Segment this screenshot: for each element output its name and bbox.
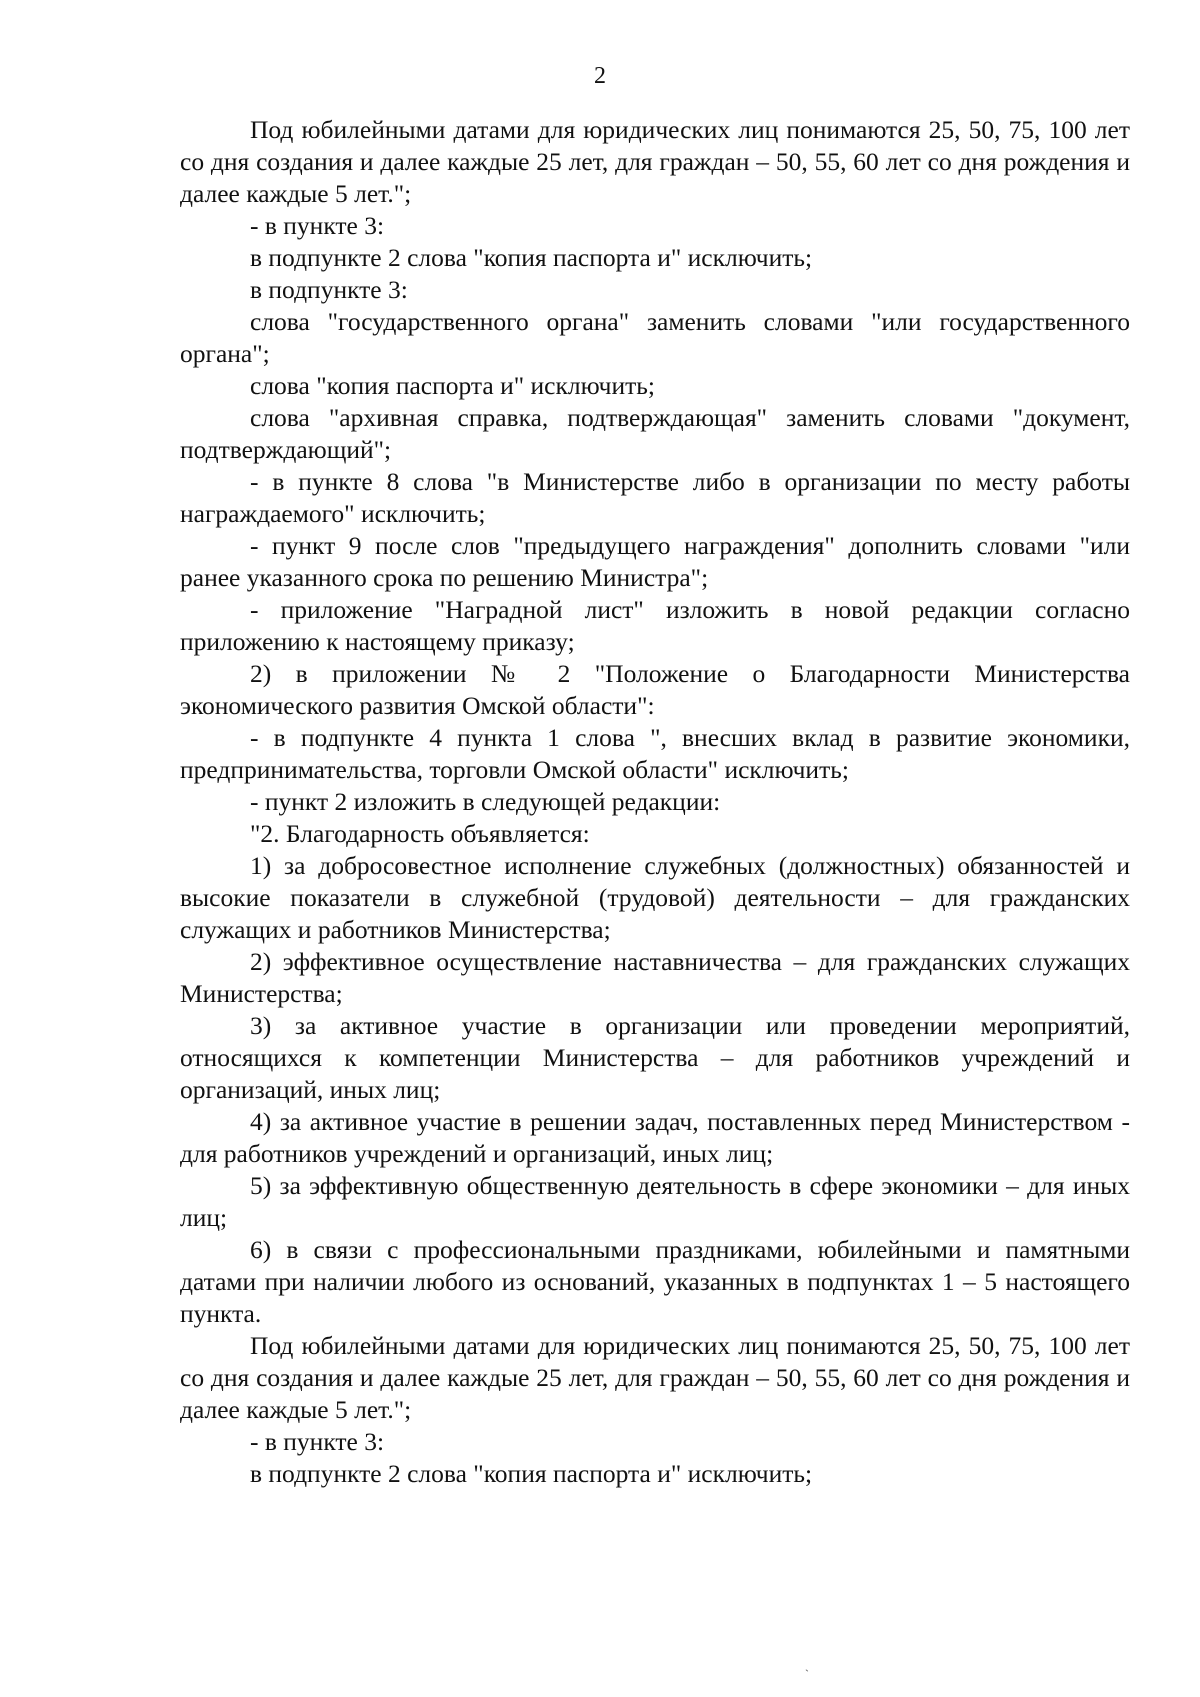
paragraph-jubilee-dates: Под юбилейными датами для юридических лиц понимаются 25, 50, 75, 100 лет со дня создания и далее каждые 25 лет, для граждан – 50, 55, 60 лет со дня рождения и далее каждые 5 лет."; bbox=[180, 115, 1130, 208]
page-number: 2 bbox=[594, 63, 606, 89]
paragraph-passport-copy: слова "копия паспорта и" исключить; bbox=[250, 371, 655, 400]
scan-speck: ˎ bbox=[805, 1658, 809, 1672]
paragraph-appendix-2: 2) в приложении № 2 "Положение о Благодарности Министерства экономического развития Омской области": bbox=[180, 659, 1130, 720]
paragraph-jubilee-dates-repeat: Под юбилейными датами для юридических лиц понимаются 25, 50, 75, 100 лет со дня создания и далее каждые 25 лет, для граждан – 50, 55, 60 лет со дня рождения и далее каждые 5 лет."; bbox=[180, 1331, 1130, 1424]
paragraph-point-3-repeat: - в пункте 3: bbox=[250, 1427, 385, 1456]
paragraph-point-8: - в пункте 8 слова "в Министерстве либо в организации по месту работы награждаемого" исключить; bbox=[180, 467, 1130, 528]
list-item-6: 6) в связи с профессиональными праздниками, юбилейными и памятными датами при наличии любого из оснований, указанных в подпунктах 1 – 5 настоящего пункта. bbox=[180, 1235, 1130, 1328]
paragraph-point-3: - в пункте 3: bbox=[250, 211, 385, 240]
list-item-4: 4) за активное участие в решении задач, поставленных перед Министерством - для работников учреждений и организаций, иных лиц; bbox=[180, 1107, 1130, 1168]
list-item-5: 5) за эффективную общественную деятельность в сфере экономики – для иных лиц; bbox=[180, 1171, 1130, 1232]
paragraph-award-sheet: - приложение "Наградной лист" изложить в новой редакции согласно приложению к настоящему приказу; bbox=[180, 595, 1130, 656]
list-item-3: 3) за активное участие в организации или проведении мероприятий, относящихся к компетенции Министерства – для работников учреждений и организаций, иных лиц; bbox=[180, 1011, 1130, 1104]
paragraph-gratitude-announced: "2. Благодарность объявляется: bbox=[250, 819, 590, 848]
paragraph-subpoint-2: в подпункте 2 слова "копия паспорта и" исключить; bbox=[250, 243, 813, 272]
document-body bbox=[180, 114, 1130, 1490]
list-item-1: 1) за добросовестное исполнение служебных (должностных) обязанностей и высокие показатели в служебной (трудовой) деятельности – для гражданских служащих и работников Министерства; bbox=[180, 851, 1130, 944]
list-item-2: 2) эффективное осуществление наставничества – для гражданских служащих Министерства; bbox=[180, 947, 1130, 1008]
paragraph-archive-certificate: слова "архивная справка, подтверждающая" заменить словами "документ, подтверждающий"; bbox=[180, 403, 1130, 464]
paragraph-point-2-new-edition: - пункт 2 изложить в следующей редакции: bbox=[250, 787, 721, 816]
paragraph-subpoint-2-repeat: в подпункте 2 слова "копия паспорта и" исключить; bbox=[250, 1459, 813, 1488]
paragraph-state-body: слова "государственного органа" заменить словами "или государственного органа"; bbox=[180, 307, 1130, 368]
paragraph-subpoint-4-point-1: - в подпункте 4 пункта 1 слова ", внесших вклад в развитие экономики, предпринимательства, торговли Омской области" исключить; bbox=[180, 723, 1130, 784]
paragraph-subpoint-3: в подпункте 3: bbox=[250, 275, 408, 304]
paragraph-point-9: - пункт 9 после слов "предыдущего награждения" дополнить словами "или ранее указанного срока по решению Министра"; bbox=[180, 531, 1130, 592]
